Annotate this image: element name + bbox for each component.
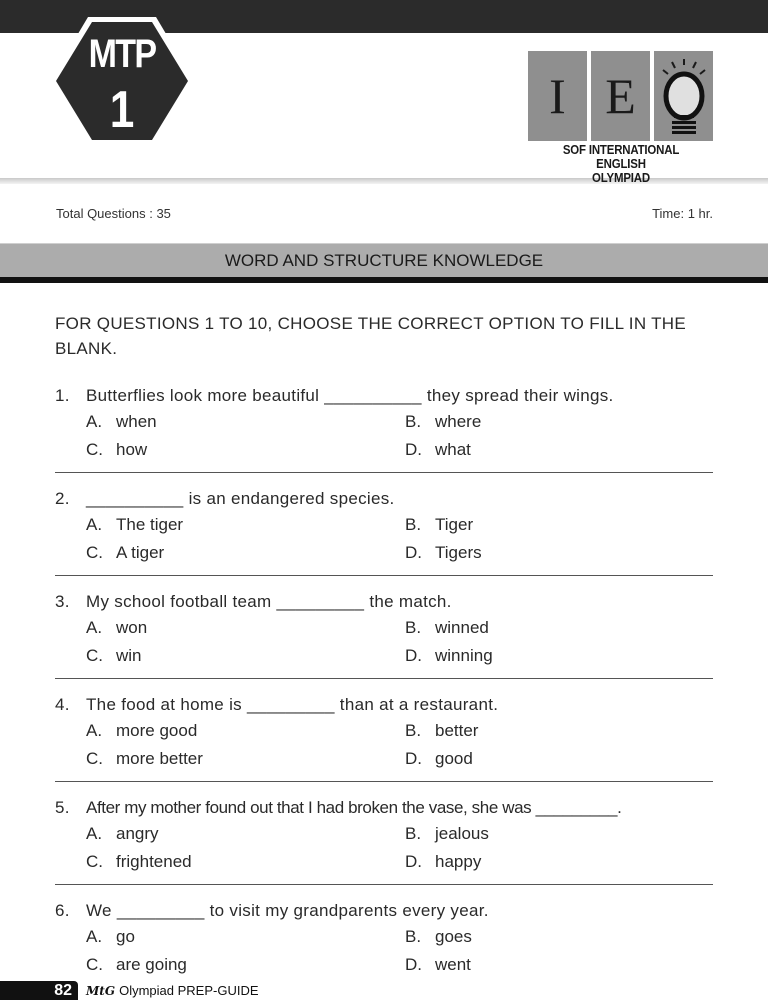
logo-caption-line2: OLYMPIAD xyxy=(592,170,650,185)
option-text: win xyxy=(116,646,142,665)
option-text: angry xyxy=(116,824,159,843)
option-a[interactable] xyxy=(86,408,405,436)
question-number: 5. xyxy=(55,798,70,817)
footer-title xyxy=(86,981,259,1001)
question-item xyxy=(55,792,713,885)
question-item xyxy=(55,586,713,679)
option-b[interactable] xyxy=(405,820,713,848)
option-b[interactable] xyxy=(405,717,713,745)
question-list xyxy=(55,380,713,997)
section-header xyxy=(0,243,768,278)
option-b[interactable] xyxy=(405,614,713,642)
option-label: C. xyxy=(86,646,103,665)
question-text: My school football team _________ the match. xyxy=(86,592,452,611)
footer-book-title: Olympiad PREP-GUIDE xyxy=(119,983,259,998)
option-a[interactable] xyxy=(86,511,405,539)
question-number: 2. xyxy=(55,489,70,508)
option-text: winned xyxy=(435,618,489,637)
option-text: are going xyxy=(116,955,187,974)
option-text: went xyxy=(435,955,471,974)
option-label: B. xyxy=(405,927,422,946)
badge-number: 1 xyxy=(109,81,135,139)
option-text: better xyxy=(435,721,479,740)
question-number: 1. xyxy=(55,386,70,405)
option-a[interactable] xyxy=(86,820,405,848)
option-label: C. xyxy=(86,955,103,974)
option-a[interactable] xyxy=(86,614,405,642)
option-text: The tiger xyxy=(116,515,184,534)
question-number: 4. xyxy=(55,695,70,714)
logo-letter: E xyxy=(605,68,636,124)
option-b[interactable] xyxy=(405,511,713,539)
option-text: goes xyxy=(435,927,472,946)
option-a[interactable] xyxy=(86,717,405,745)
option-label: A. xyxy=(86,412,103,431)
option-label: A. xyxy=(86,515,103,534)
option-text: Tigers xyxy=(435,543,482,562)
option-label: D. xyxy=(405,955,422,974)
option-label: B. xyxy=(405,618,422,637)
question-text: The food at home is _________ than at a restaurant. xyxy=(86,695,499,714)
question-text: __________ is an endangered species. xyxy=(86,489,395,508)
option-c[interactable] xyxy=(86,848,405,876)
test-badge xyxy=(48,14,196,148)
option-text: more good xyxy=(116,721,198,740)
option-label: A. xyxy=(86,618,103,637)
section-rule xyxy=(0,277,768,283)
option-label: A. xyxy=(86,721,103,740)
logo-tile-e xyxy=(591,51,650,141)
option-d[interactable] xyxy=(405,848,713,876)
option-text: where xyxy=(435,412,482,431)
option-label: C. xyxy=(86,749,103,768)
option-label: D. xyxy=(405,749,422,768)
option-c[interactable] xyxy=(86,436,405,464)
logo-tile-bulb xyxy=(654,51,713,141)
option-text: frightened xyxy=(116,852,192,871)
option-label: A. xyxy=(86,927,103,946)
question-item xyxy=(55,895,713,987)
option-c[interactable] xyxy=(86,745,405,773)
option-text: won xyxy=(116,618,148,637)
option-c[interactable] xyxy=(86,642,405,670)
option-d[interactable] xyxy=(405,436,713,464)
option-text: go xyxy=(116,927,135,946)
option-d[interactable] xyxy=(405,951,713,979)
option-text: what xyxy=(435,440,471,459)
option-text: good xyxy=(435,749,473,768)
option-d[interactable] xyxy=(405,539,713,567)
option-d[interactable] xyxy=(405,745,713,773)
time-limit: Time: 1 hr. xyxy=(652,206,713,221)
option-text: happy xyxy=(435,852,482,871)
option-a[interactable] xyxy=(86,923,405,951)
option-b[interactable] xyxy=(405,923,713,951)
question-number: 3. xyxy=(55,592,70,611)
option-text: A tiger xyxy=(116,543,165,562)
option-text: winning xyxy=(435,646,493,665)
option-b[interactable] xyxy=(405,408,713,436)
question-text: After my mother found out that I had broken the vase, she was _________. xyxy=(86,798,622,817)
question-number: 6. xyxy=(55,901,70,920)
question-text: Butterflies look more beautiful __________ they spread their wings. xyxy=(86,386,614,405)
instructions: FOR QUESTIONS 1 TO 10, CHOOSE THE CORRECT OPTION TO FILL IN THE BLANK. xyxy=(55,314,687,358)
badge-label: MTP xyxy=(88,32,156,76)
page-number: 82 xyxy=(54,982,72,999)
option-label: D. xyxy=(405,646,422,665)
option-text: Tiger xyxy=(435,515,474,534)
option-label: C. xyxy=(86,852,103,871)
question-item xyxy=(55,380,713,473)
option-d[interactable] xyxy=(405,642,713,670)
option-label: D. xyxy=(405,440,422,459)
total-questions: Total Questions : 35 xyxy=(56,206,171,221)
option-text: jealous xyxy=(435,824,489,843)
option-label: B. xyxy=(405,721,422,740)
option-label: D. xyxy=(405,543,422,562)
ieo-logo xyxy=(528,51,714,185)
option-c[interactable] xyxy=(86,951,405,979)
lightbulb-icon xyxy=(654,51,713,141)
option-label: D. xyxy=(405,852,422,871)
question-text: We _________ to visit my grandparents every year. xyxy=(86,901,489,920)
option-label: B. xyxy=(405,515,422,534)
option-text: when xyxy=(116,412,157,431)
brand-logo: MtG xyxy=(86,984,116,998)
option-c[interactable] xyxy=(86,539,405,567)
question-item xyxy=(55,689,713,782)
option-label: A. xyxy=(86,824,103,843)
option-text: how xyxy=(116,440,148,459)
option-label: B. xyxy=(405,412,422,431)
option-label: C. xyxy=(86,440,103,459)
question-item xyxy=(55,483,713,576)
option-label: B. xyxy=(405,824,422,843)
logo-caption-line1: SOF INTERNATIONAL ENGLISH xyxy=(562,142,680,171)
logo-tile-i xyxy=(528,51,587,141)
option-label: C. xyxy=(86,543,103,562)
page-number-tab xyxy=(0,981,78,1000)
section-title: WORD AND STRUCTURE KNOWLEDGE xyxy=(224,251,544,270)
option-text: more better xyxy=(116,749,203,768)
logo-letter: I xyxy=(549,68,566,124)
